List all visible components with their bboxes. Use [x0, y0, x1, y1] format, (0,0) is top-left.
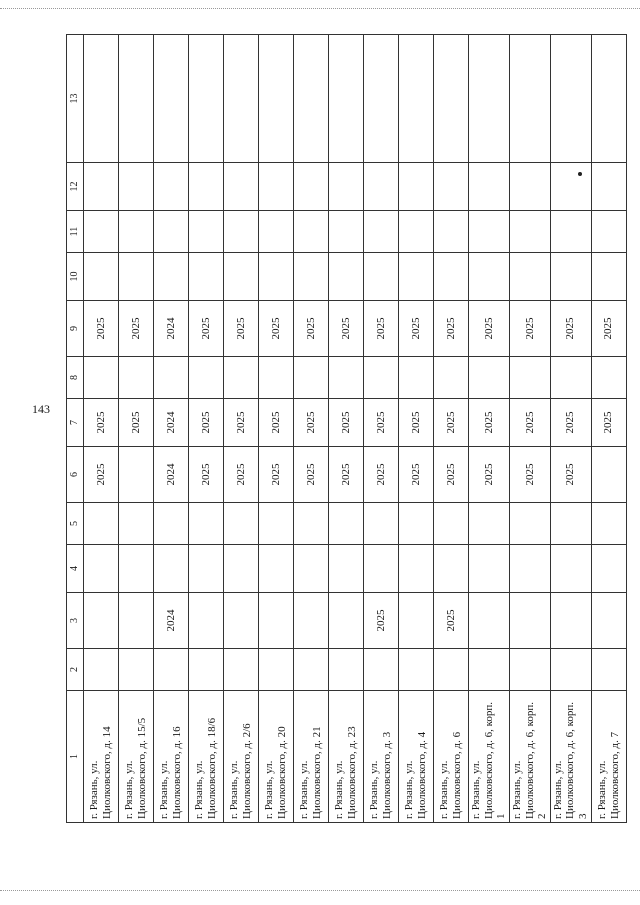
year-cell: [591, 357, 626, 399]
year-cell: 2025: [189, 447, 224, 503]
address-cell: г. Рязань, ул. Циолковского, д. 6: [434, 691, 469, 823]
table-row: [259, 35, 294, 823]
year-cell: 2025: [364, 593, 399, 649]
year-cell: [259, 357, 294, 399]
year-cell: [84, 35, 119, 163]
year-cell: [154, 357, 189, 399]
year-cell: 2025: [399, 447, 434, 503]
address-cell: г. Рязань, ул. Циолковского, д. 23: [329, 691, 364, 823]
table-header-row: [67, 35, 84, 823]
year-cell: [364, 163, 399, 211]
year-cell: [364, 545, 399, 593]
year-cell: [469, 649, 510, 691]
column-header-9: 9: [67, 301, 84, 357]
year-cell: [434, 35, 469, 163]
year-cell: [399, 211, 434, 253]
year-cell: [329, 357, 364, 399]
address-cell: г. Рязань, ул. Циолковского, д. 6, корп. 1: [469, 691, 510, 823]
year-cell: [591, 35, 626, 163]
address-cell: г. Рязань, ул. Циолковского, д. 18/6: [189, 691, 224, 823]
year-cell: [469, 357, 510, 399]
column-header-12: 12: [67, 163, 84, 211]
year-cell: [154, 253, 189, 301]
year-cell: 2025: [294, 301, 329, 357]
year-cell: [591, 253, 626, 301]
year-cell: 2025: [434, 301, 469, 357]
year-cell: [154, 35, 189, 163]
year-cell: [84, 503, 119, 545]
year-cell: 2024: [154, 301, 189, 357]
column-header-7: 7: [67, 399, 84, 447]
column-header-5: 5: [67, 503, 84, 545]
year-cell: [399, 253, 434, 301]
year-cell: [399, 593, 434, 649]
year-cell: 2025: [591, 301, 626, 357]
address-cell: г. Рязань, ул. Циолковского, д. 3: [364, 691, 399, 823]
table-body: [67, 35, 627, 823]
year-cell: 2025: [189, 301, 224, 357]
table-row: [224, 35, 259, 823]
year-cell: [509, 593, 550, 649]
year-cell: [399, 357, 434, 399]
year-cell: [509, 253, 550, 301]
year-cell: 2025: [469, 399, 510, 447]
year-cell: [399, 545, 434, 593]
table-row: [294, 35, 329, 823]
scan-edge-top: [0, 8, 640, 9]
year-cell: 2025: [84, 301, 119, 357]
address-cell: г. Рязань, ул. Циолковского, д. 20: [259, 691, 294, 823]
year-cell: [259, 253, 294, 301]
year-cell: [189, 649, 224, 691]
year-cell: [154, 163, 189, 211]
year-cell: [84, 545, 119, 593]
table-row: [154, 35, 189, 823]
year-cell: [224, 503, 259, 545]
year-cell: 2025: [294, 399, 329, 447]
year-cell: [550, 211, 591, 253]
year-cell: [591, 545, 626, 593]
year-cell: [154, 649, 189, 691]
column-header-1: 1: [67, 691, 84, 823]
year-cell: [329, 163, 364, 211]
year-cell: 2024: [154, 593, 189, 649]
year-cell: [509, 649, 550, 691]
table-row: [509, 35, 550, 823]
year-cell: [189, 211, 224, 253]
year-cell: [329, 211, 364, 253]
year-cell: [294, 545, 329, 593]
year-cell: [119, 593, 154, 649]
table-row: [434, 35, 469, 823]
year-cell: [364, 211, 399, 253]
table-row: [119, 35, 154, 823]
year-cell: [364, 35, 399, 163]
address-cell: г. Рязань, ул. Циолковского, д. 6, корп. 2: [509, 691, 550, 823]
year-cell: [259, 545, 294, 593]
year-cell: [469, 35, 510, 163]
year-cell: 2025: [550, 447, 591, 503]
year-cell: [294, 253, 329, 301]
year-cell: [259, 593, 294, 649]
year-cell: [509, 35, 550, 163]
year-cell: [591, 447, 626, 503]
year-cell: 2025: [591, 399, 626, 447]
year-cell: [509, 545, 550, 593]
year-cell: [154, 211, 189, 253]
year-cell: [294, 357, 329, 399]
year-cell: [434, 211, 469, 253]
year-cell: 2025: [469, 301, 510, 357]
year-cell: [294, 503, 329, 545]
year-cell: [259, 503, 294, 545]
year-cell: [550, 503, 591, 545]
year-cell: [119, 211, 154, 253]
page-number: 143: [32, 402, 50, 416]
year-cell: 2024: [154, 399, 189, 447]
year-cell: [259, 35, 294, 163]
year-cell: 2025: [509, 447, 550, 503]
year-cell: [224, 35, 259, 163]
year-cell: [550, 649, 591, 691]
column-header-6: 6: [67, 447, 84, 503]
year-cell: [434, 357, 469, 399]
year-cell: [550, 593, 591, 649]
year-cell: 2025: [364, 447, 399, 503]
year-cell: [84, 253, 119, 301]
year-cell: [329, 503, 364, 545]
address-cell: г. Рязань, ул. Циолковского, д. 15/5: [119, 691, 154, 823]
year-cell: [434, 545, 469, 593]
table-row: [550, 35, 591, 823]
year-cell: [329, 649, 364, 691]
year-cell: [509, 211, 550, 253]
year-cell: 2025: [84, 399, 119, 447]
year-cell: [329, 35, 364, 163]
table-row: [329, 35, 364, 823]
year-cell: [189, 163, 224, 211]
year-cell: [364, 357, 399, 399]
year-cell: [294, 163, 329, 211]
year-cell: [119, 503, 154, 545]
column-header-11: 11: [67, 211, 84, 253]
year-cell: 2025: [399, 399, 434, 447]
year-cell: 2025: [399, 301, 434, 357]
year-cell: [294, 211, 329, 253]
year-cell: [509, 357, 550, 399]
schedule-table: [66, 34, 627, 823]
year-cell: [509, 503, 550, 545]
year-cell: [469, 253, 510, 301]
address-cell: г. Рязань, ул. Циолковского, д. 2/6: [224, 691, 259, 823]
year-cell: 2025: [469, 447, 510, 503]
year-cell: [434, 503, 469, 545]
year-cell: [329, 593, 364, 649]
address-cell: г. Рязань, ул. Циолковского, д. 21: [294, 691, 329, 823]
column-header-13: 13: [67, 35, 84, 163]
column-header-4: 4: [67, 545, 84, 593]
year-cell: [224, 545, 259, 593]
year-cell: [224, 163, 259, 211]
year-cell: [189, 593, 224, 649]
table-row: [84, 35, 119, 823]
year-cell: [84, 211, 119, 253]
year-cell: 2025: [509, 399, 550, 447]
address-cell: г. Рязань, ул. Циолковского, д. 16: [154, 691, 189, 823]
year-cell: [399, 35, 434, 163]
year-cell: 2025: [224, 301, 259, 357]
year-cell: [364, 253, 399, 301]
year-cell: [119, 649, 154, 691]
address-cell: г. Рязань, ул. Циолковского, д. 6, корп. 3: [550, 691, 591, 823]
year-cell: [189, 253, 224, 301]
year-cell: [84, 593, 119, 649]
year-cell: [294, 35, 329, 163]
table-row: [399, 35, 434, 823]
year-cell: 2025: [259, 301, 294, 357]
scan-edge-bottom: [0, 890, 640, 891]
year-cell: [294, 649, 329, 691]
year-cell: 2025: [329, 399, 364, 447]
year-cell: [591, 649, 626, 691]
table-row: [189, 35, 224, 823]
rotated-table-container: [66, 35, 621, 823]
year-cell: [119, 447, 154, 503]
year-cell: [591, 163, 626, 211]
year-cell: 2025: [224, 399, 259, 447]
year-cell: [469, 545, 510, 593]
year-cell: [509, 163, 550, 211]
year-cell: 2025: [550, 399, 591, 447]
year-cell: [399, 163, 434, 211]
year-cell: [154, 503, 189, 545]
year-cell: [469, 503, 510, 545]
year-cell: [84, 357, 119, 399]
year-cell: [434, 253, 469, 301]
year-cell: [550, 163, 591, 211]
year-cell: [84, 163, 119, 211]
table-row: [591, 35, 626, 823]
year-cell: [550, 545, 591, 593]
year-cell: [469, 593, 510, 649]
year-cell: [259, 649, 294, 691]
year-cell: 2025: [329, 447, 364, 503]
year-cell: [550, 357, 591, 399]
year-cell: 2025: [329, 301, 364, 357]
year-cell: [189, 545, 224, 593]
year-cell: [550, 35, 591, 163]
year-cell: [399, 503, 434, 545]
year-cell: [591, 211, 626, 253]
address-cell: г. Рязань, ул. Циолковского, д. 7: [591, 691, 626, 823]
year-cell: [224, 253, 259, 301]
year-cell: [434, 163, 469, 211]
year-cell: [364, 649, 399, 691]
year-cell: [119, 545, 154, 593]
year-cell: 2025: [509, 301, 550, 357]
year-cell: 2025: [84, 447, 119, 503]
year-cell: [469, 211, 510, 253]
year-cell: [84, 649, 119, 691]
year-cell: [550, 253, 591, 301]
year-cell: [591, 593, 626, 649]
year-cell: [224, 649, 259, 691]
year-cell: 2025: [119, 301, 154, 357]
year-cell: 2025: [550, 301, 591, 357]
year-cell: [259, 163, 294, 211]
year-cell: [364, 503, 399, 545]
year-cell: [189, 503, 224, 545]
column-header-10: 10: [67, 253, 84, 301]
address-cell: г. Рязань, ул. Циолковского, д. 4: [399, 691, 434, 823]
year-cell: [591, 503, 626, 545]
year-cell: 2025: [189, 399, 224, 447]
year-cell: [294, 593, 329, 649]
year-cell: [434, 649, 469, 691]
address-cell: г. Рязань, ул. Циолковского, д. 14: [84, 691, 119, 823]
year-cell: [329, 545, 364, 593]
year-cell: [119, 163, 154, 211]
year-cell: 2025: [224, 447, 259, 503]
year-cell: 2025: [434, 447, 469, 503]
column-header-2: 2: [67, 649, 84, 691]
year-cell: 2025: [434, 593, 469, 649]
year-cell: [259, 211, 294, 253]
year-cell: 2025: [364, 301, 399, 357]
year-cell: 2025: [119, 399, 154, 447]
year-cell: [189, 35, 224, 163]
year-cell: [119, 357, 154, 399]
year-cell: [154, 545, 189, 593]
year-cell: 2024: [154, 447, 189, 503]
year-cell: [399, 649, 434, 691]
table-row: [364, 35, 399, 823]
year-cell: [469, 163, 510, 211]
year-cell: [224, 211, 259, 253]
year-cell: 2025: [294, 447, 329, 503]
year-cell: [189, 357, 224, 399]
year-cell: 2025: [259, 399, 294, 447]
year-cell: [119, 253, 154, 301]
table-row: [469, 35, 510, 823]
year-cell: [329, 253, 364, 301]
year-cell: [224, 593, 259, 649]
column-header-8: 8: [67, 357, 84, 399]
year-cell: [119, 35, 154, 163]
year-cell: [224, 357, 259, 399]
year-cell: 2025: [434, 399, 469, 447]
year-cell: 2025: [259, 447, 294, 503]
year-cell: 2025: [364, 399, 399, 447]
column-header-3: 3: [67, 593, 84, 649]
